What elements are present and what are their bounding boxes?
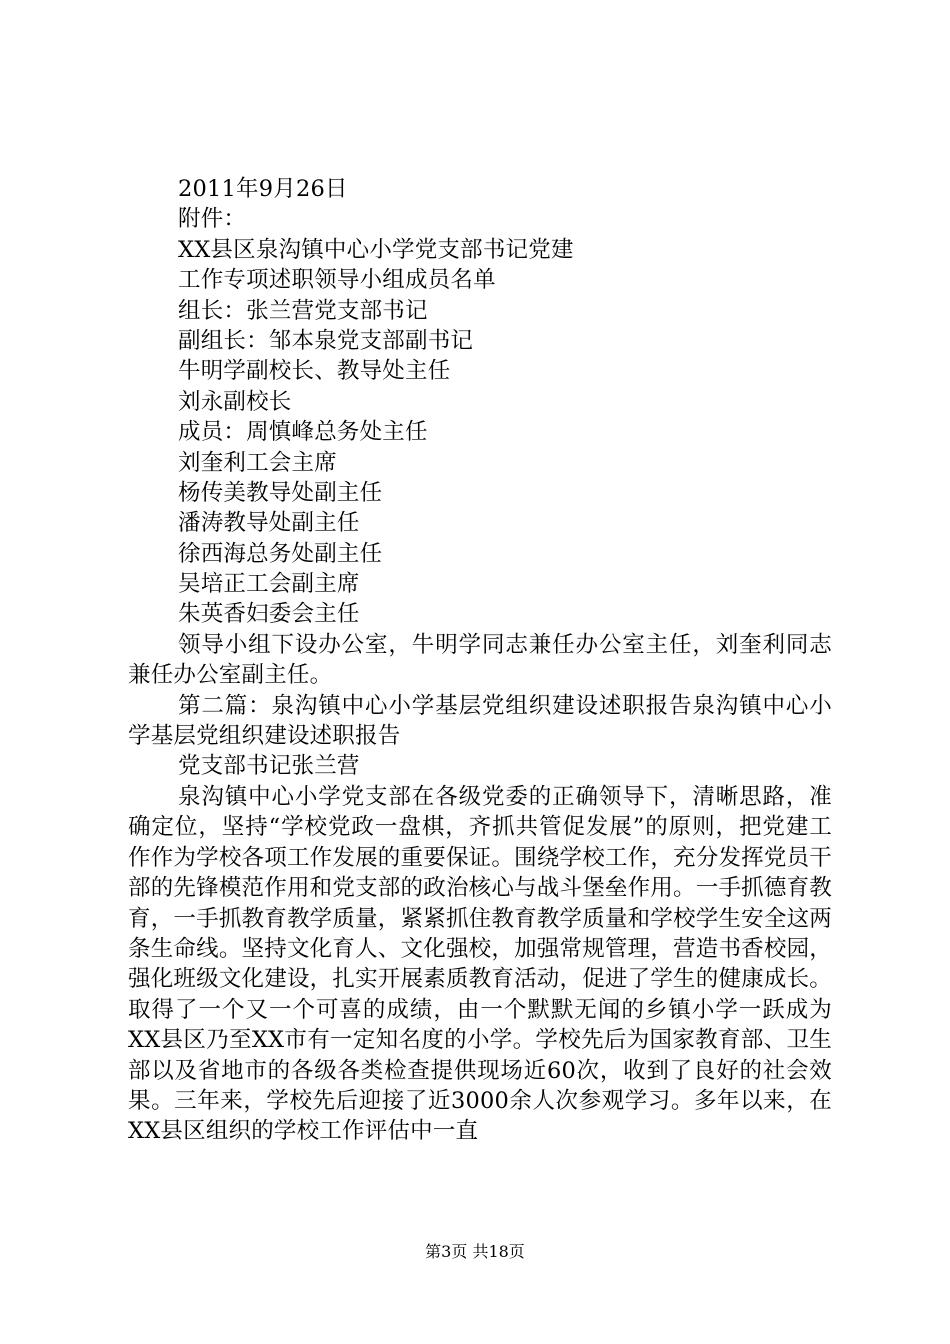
- member-line: 朱英香妇委会主任: [178, 601, 360, 628]
- member-line: 徐西海总务处副主任: [178, 540, 383, 567]
- member-line: 刘永副校长: [178, 388, 292, 415]
- page-footer: [0, 1242, 950, 1262]
- date-line: 2011年9月26日: [178, 176, 348, 202]
- author-line: 党支部书记张兰营: [178, 753, 360, 780]
- member-line: 刘奎利工会主席: [178, 449, 337, 476]
- member-line: 吴培正工会副主席: [178, 571, 360, 598]
- member-line: 副组长：邹本泉党支部副书记: [178, 327, 474, 354]
- list-title-line-1: XX县区泉沟镇中心小学党支部书记党建: [178, 236, 574, 263]
- body-paragraph: 泉沟镇中心小学党支部在各级党委的正确领导下，清晰思路，准确定位，坚持“学校党政一盘棋，齐抓共管促发展”的原则，把党建工作作为学校各项工作发展的重要保证。围绕学校工作，充分发挥党员干部的先锋模范作用和党支部的政治核心与战斗堡垒作用。一手抓德育教育，一手抓教育教学质量，紧紧抓住教育教学质量和学校学生安全这两条生命线。坚持文化育人、文化强校，加强常规管理，营造书香校园，强化班级文化建设，扎实开展素质教育活动，促进了学生的健康成长。取得了一个又一个可喜的成绩，由一个默默无闻的乡镇小学一跃成为XX县区乃至XX市有一定知名度的小学。学校先后为国家教育部、卫生部以及省地市的各级各类检查提供现场近60次，收到了良好的社会效果。三年来，学校先后迎接了近3000余人次参观学习。多年以来，在XX县区组织的学校工作评估中一直: [128, 783, 832, 1145]
- member-line: 牛明学副校长、教导处主任: [178, 358, 451, 385]
- attachment-label: 附件：: [178, 206, 247, 233]
- office-paragraph: 领导小组下设办公室，牛明学同志兼任办公室主任，刘奎利同志兼任办公室副主任。: [128, 631, 832, 689]
- page-indicator: 第3页 共18页: [425, 1242, 525, 1261]
- member-line: 成员：周慎峰总务处主任: [178, 419, 428, 446]
- member-line: 杨传美教导处副主任: [178, 479, 383, 506]
- list-title-line-2: 工作专项述职领导小组成员名单: [178, 267, 496, 294]
- member-line: 组长：张兰营党支部书记: [178, 297, 428, 324]
- section-heading: 第二篇：泉沟镇中心小学基层党组织建设述职报告泉沟镇中心小学基层党组织建设述职报告: [128, 692, 832, 750]
- member-line: 潘涛教导处副主任: [178, 510, 360, 537]
- document-body: [128, 174, 832, 1147]
